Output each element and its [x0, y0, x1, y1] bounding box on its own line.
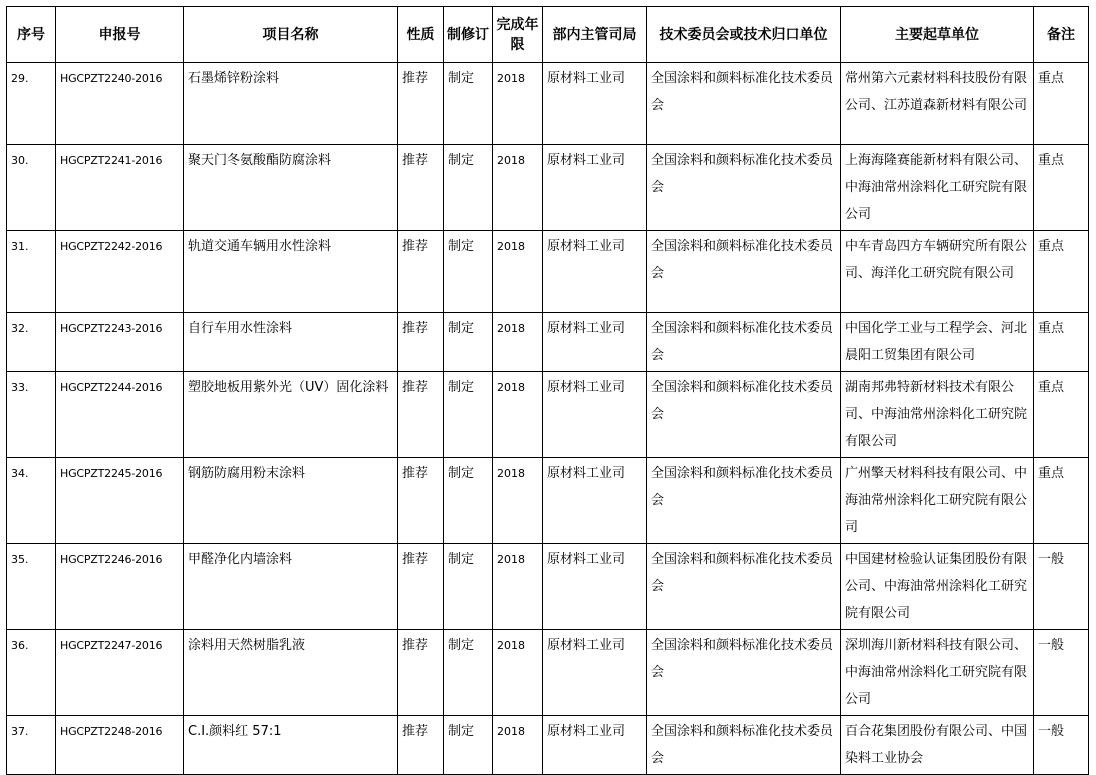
- header-committee: 技术委员会或技术归口单位: [647, 7, 841, 63]
- cell-name: C.I.颜料红 57:1: [184, 716, 398, 775]
- cell-nature: 推荐: [398, 63, 444, 145]
- cell-code: HGCPZT2246-2016: [56, 544, 184, 630]
- document-page: [6, 6, 1089, 775]
- cell-note: 重点: [1034, 231, 1089, 313]
- cell-dept: 原材料工业司: [543, 458, 647, 544]
- cell-drafter: 上海海隆赛能新材料有限公司、中海油常州涂料化工研究院有限公司: [841, 145, 1034, 231]
- cell-note: 重点: [1034, 313, 1089, 372]
- cell-committee: 全国涂料和颜料标准化技术委员会: [647, 63, 841, 145]
- cell-drafter: 中国建材检验认证集团股份有限公司、中海油常州涂料化工研究院有限公司: [841, 544, 1034, 630]
- cell-note: 一般: [1034, 544, 1089, 630]
- cell-dept: 原材料工业司: [543, 313, 647, 372]
- cell-name: 聚天门冬氨酸酯防腐涂料: [184, 145, 398, 231]
- cell-note: 一般: [1034, 630, 1089, 716]
- cell-committee: 全国涂料和颜料标准化技术委员会: [647, 231, 841, 313]
- cell-year: 2018: [493, 716, 543, 775]
- header-name: 项目名称: [184, 7, 398, 63]
- cell-year: 2018: [493, 63, 543, 145]
- cell-revise: 制定: [444, 630, 493, 716]
- cell-drafter: 深圳海川新材料科技有限公司、中海油常州涂料化工研究院有限公司: [841, 630, 1034, 716]
- cell-committee: 全国涂料和颜料标准化技术委员会: [647, 716, 841, 775]
- cell-seq: 30.: [7, 145, 56, 231]
- cell-committee: 全国涂料和颜料标准化技术委员会: [647, 458, 841, 544]
- cell-note: 重点: [1034, 372, 1089, 458]
- cell-committee: 全国涂料和颜料标准化技术委员会: [647, 630, 841, 716]
- cell-code: HGCPZT2244-2016: [56, 372, 184, 458]
- cell-year: 2018: [493, 231, 543, 313]
- table-body: [7, 63, 1089, 775]
- cell-note: 重点: [1034, 63, 1089, 145]
- cell-nature: 推荐: [398, 231, 444, 313]
- cell-note: 重点: [1034, 145, 1089, 231]
- cell-note: 一般: [1034, 716, 1089, 775]
- cell-revise: 制定: [444, 372, 493, 458]
- cell-dept: 原材料工业司: [543, 630, 647, 716]
- table-row: [7, 231, 1089, 313]
- cell-dept: 原材料工业司: [543, 544, 647, 630]
- cell-name: 塑胶地板用紫外光（UV）固化涂料: [184, 372, 398, 458]
- cell-note: 重点: [1034, 458, 1089, 544]
- cell-nature: 推荐: [398, 458, 444, 544]
- header-code: 申报号: [56, 7, 184, 63]
- header-note: 备注: [1034, 7, 1089, 63]
- cell-name: 甲醛净化内墙涂料: [184, 544, 398, 630]
- header-nature: 性质: [398, 7, 444, 63]
- cell-nature: 推荐: [398, 313, 444, 372]
- cell-revise: 制定: [444, 145, 493, 231]
- cell-drafter: 湖南邦弗特新材料技术有限公司、中海油常州涂料化工研究院有限公司: [841, 372, 1034, 458]
- table-row: [7, 630, 1089, 716]
- cell-nature: 推荐: [398, 145, 444, 231]
- cell-year: 2018: [493, 313, 543, 372]
- cell-year: 2018: [493, 372, 543, 458]
- cell-seq: 32.: [7, 313, 56, 372]
- cell-nature: 推荐: [398, 716, 444, 775]
- header-seq: 序号: [7, 7, 56, 63]
- cell-year: 2018: [493, 145, 543, 231]
- cell-dept: 原材料工业司: [543, 145, 647, 231]
- cell-committee: 全国涂料和颜料标准化技术委员会: [647, 544, 841, 630]
- table-row: [7, 544, 1089, 630]
- cell-seq: 29.: [7, 63, 56, 145]
- cell-revise: 制定: [444, 544, 493, 630]
- cell-committee: 全国涂料和颜料标准化技术委员会: [647, 372, 841, 458]
- cell-code: HGCPZT2240-2016: [56, 63, 184, 145]
- cell-drafter: 中国化学工业与工程学会、河北晨阳工贸集团有限公司: [841, 313, 1034, 372]
- cell-revise: 制定: [444, 313, 493, 372]
- cell-seq: 31.: [7, 231, 56, 313]
- cell-nature: 推荐: [398, 372, 444, 458]
- cell-revise: 制定: [444, 63, 493, 145]
- table-row: [7, 145, 1089, 231]
- cell-seq: 37.: [7, 716, 56, 775]
- cell-drafter: 广州擎天材料科技有限公司、中海油常州涂料化工研究院有限公司: [841, 458, 1034, 544]
- header-row: [7, 7, 1089, 63]
- cell-seq: 35.: [7, 544, 56, 630]
- cell-revise: 制定: [444, 458, 493, 544]
- cell-name: 自行车用水性涂料: [184, 313, 398, 372]
- cell-committee: 全国涂料和颜料标准化技术委员会: [647, 145, 841, 231]
- cell-code: HGCPZT2248-2016: [56, 716, 184, 775]
- cell-name: 钢筋防腐用粉末涂料: [184, 458, 398, 544]
- cell-code: HGCPZT2247-2016: [56, 630, 184, 716]
- cell-code: HGCPZT2241-2016: [56, 145, 184, 231]
- cell-year: 2018: [493, 544, 543, 630]
- cell-name: 轨道交通车辆用水性涂料: [184, 231, 398, 313]
- cell-dept: 原材料工业司: [543, 231, 647, 313]
- cell-drafter: 百合花集团股份有限公司、中国染料工业协会: [841, 716, 1034, 775]
- table-row: [7, 458, 1089, 544]
- cell-name: 石墨烯锌粉涂料: [184, 63, 398, 145]
- standards-table: [6, 6, 1089, 775]
- cell-drafter: 常州第六元素材料科技股份有限公司、江苏道森新材料有限公司: [841, 63, 1034, 145]
- header-dept: 部内主管司局: [543, 7, 647, 63]
- header-drafter: 主要起草单位: [841, 7, 1034, 63]
- cell-revise: 制定: [444, 231, 493, 313]
- cell-code: HGCPZT2242-2016: [56, 231, 184, 313]
- cell-seq: 34.: [7, 458, 56, 544]
- cell-committee: 全国涂料和颜料标准化技术委员会: [647, 313, 841, 372]
- table-row: [7, 716, 1089, 775]
- cell-revise: 制定: [444, 716, 493, 775]
- table-row: [7, 63, 1089, 145]
- header-revise: 制修订: [444, 7, 493, 63]
- cell-seq: 36.: [7, 630, 56, 716]
- cell-code: HGCPZT2245-2016: [56, 458, 184, 544]
- cell-nature: 推荐: [398, 630, 444, 716]
- cell-seq: 33.: [7, 372, 56, 458]
- cell-year: 2018: [493, 630, 543, 716]
- cell-dept: 原材料工业司: [543, 372, 647, 458]
- cell-drafter: 中车青岛四方车辆研究所有限公司、海洋化工研究院有限公司: [841, 231, 1034, 313]
- cell-dept: 原材料工业司: [543, 716, 647, 775]
- table-row: [7, 313, 1089, 372]
- cell-nature: 推荐: [398, 544, 444, 630]
- header-year: 完成年限: [493, 7, 543, 63]
- cell-name: 涂料用天然树脂乳液: [184, 630, 398, 716]
- table-row: [7, 372, 1089, 458]
- cell-code: HGCPZT2243-2016: [56, 313, 184, 372]
- cell-dept: 原材料工业司: [543, 63, 647, 145]
- cell-year: 2018: [493, 458, 543, 544]
